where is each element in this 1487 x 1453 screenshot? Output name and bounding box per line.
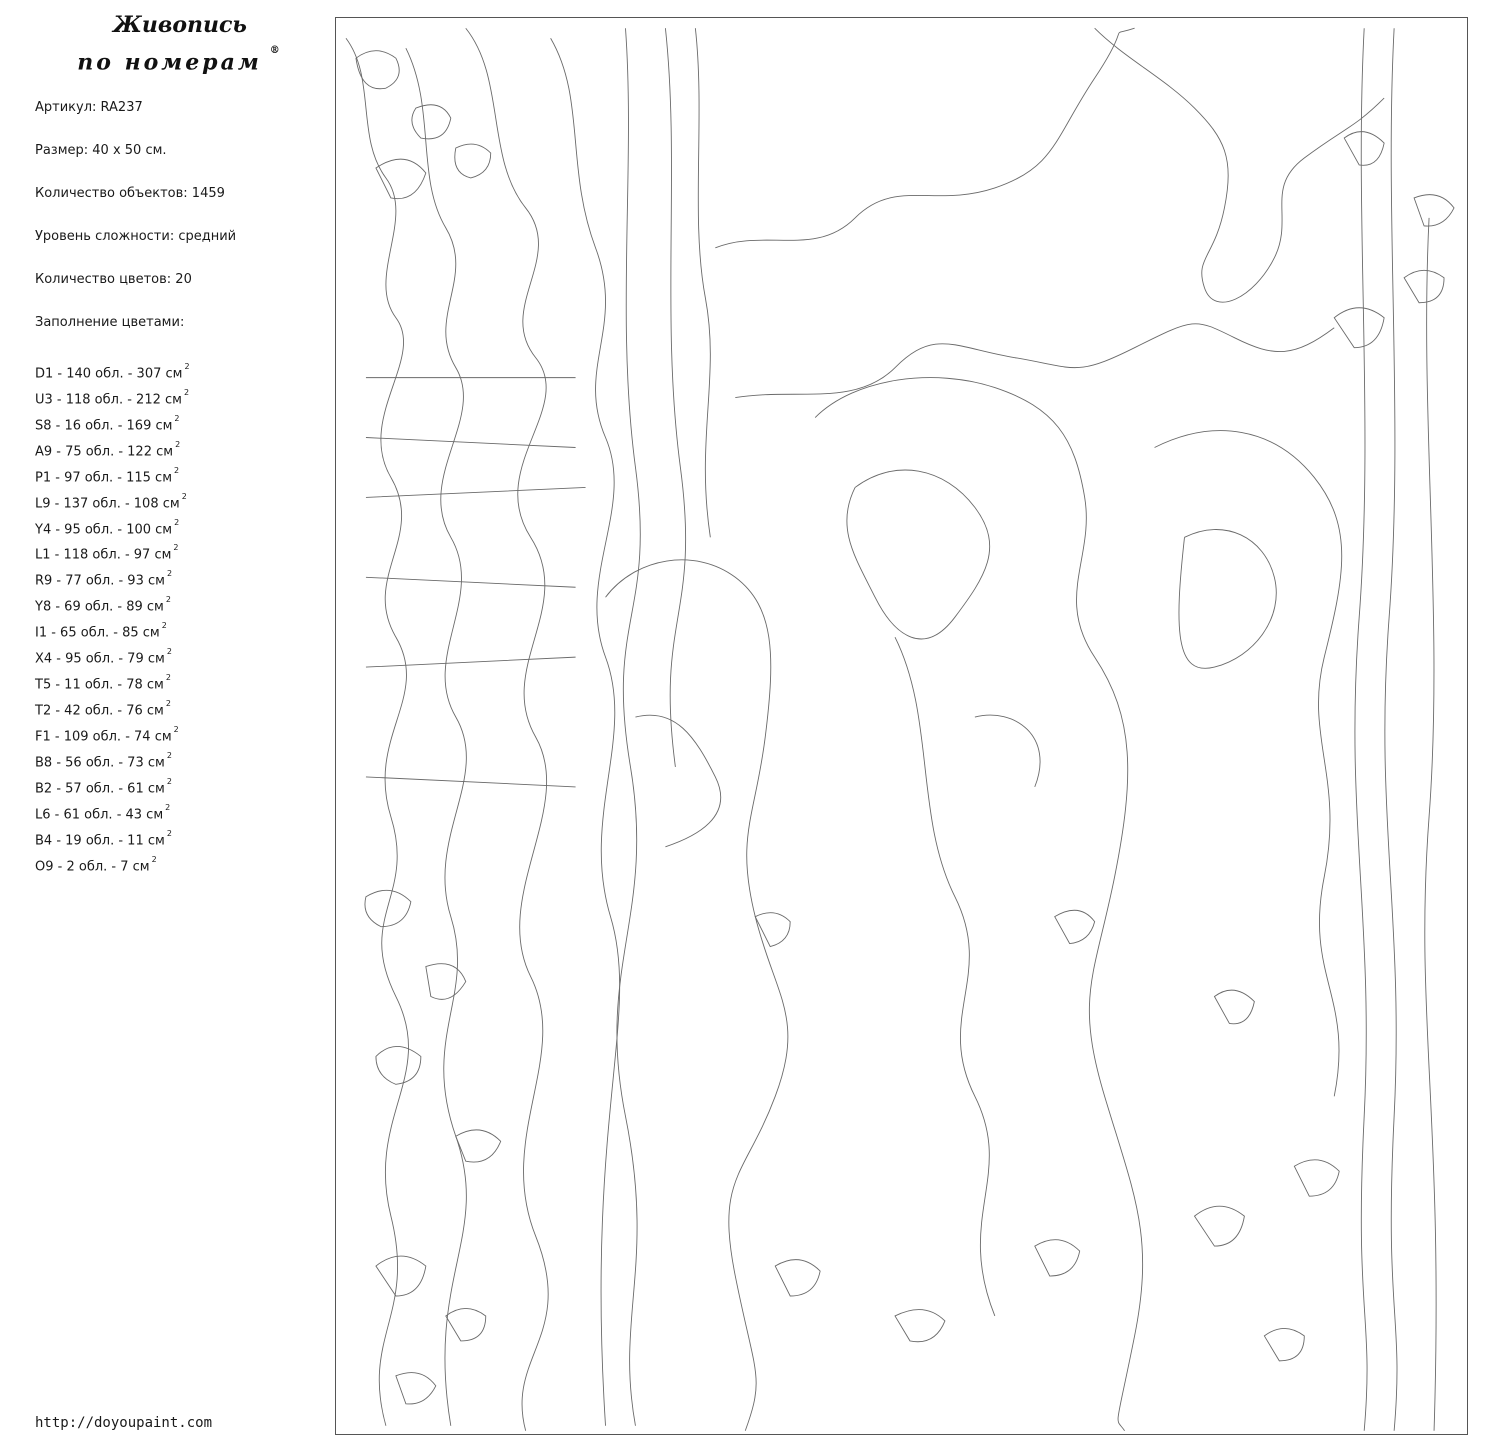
paint-by-numbers-canvas — [335, 17, 1468, 1435]
color-row-text: D1 - 140 обл. - 307 см — [35, 366, 183, 382]
article-label: Артикул: RA237 — [35, 100, 143, 115]
color-row — [35, 411, 190, 437]
color-row-text: X4 - 95 обл. - 79 см — [35, 651, 165, 667]
outline-foliage-patches — [356, 51, 1454, 1404]
color-row-text: S8 - 16 обл. - 169 см — [35, 418, 173, 434]
color-row-unit-sup: 2 — [166, 750, 172, 760]
color-row — [35, 696, 190, 722]
brand-logo — [60, 8, 300, 79]
product-meta — [35, 100, 236, 358]
color-row-text: Y8 - 69 обл. - 89 см — [35, 599, 164, 615]
color-row-text: U3 - 118 обл. - 212 см — [35, 392, 182, 408]
color-row — [35, 670, 190, 696]
color-row — [35, 489, 190, 515]
color-row-unit-sup: 2 — [166, 828, 172, 838]
color-row-unit-sup: 2 — [181, 491, 187, 501]
color-row-unit-sup: 2 — [151, 854, 157, 864]
color-row — [35, 385, 190, 411]
color-row-text: B8 - 56 обл. - 73 см — [35, 755, 165, 771]
color-row — [35, 540, 190, 566]
color-fill-list — [35, 359, 190, 877]
color-row-unit-sup: 2 — [161, 621, 167, 631]
color-row-text: B2 - 57 обл. - 61 см — [35, 781, 165, 797]
color-row — [35, 592, 190, 618]
info-sidebar — [0, 0, 330, 1453]
fill-heading: Заполнение цветами: — [35, 315, 185, 330]
registered-mark: ® — [269, 45, 283, 56]
color-row-text: Y4 - 95 обл. - 100 см — [35, 521, 173, 537]
color-row — [35, 826, 190, 852]
color-row-text: A9 - 75 обл. - 122 см — [35, 444, 174, 460]
color-row-unit-sup: 2 — [165, 802, 171, 812]
color-row-text: L9 - 137 обл. - 108 см — [35, 495, 180, 511]
website-url: http://doyoupaint.com — [35, 1415, 213, 1431]
color-row-text: F1 - 109 обл. - 74 см — [35, 729, 172, 745]
color-row-unit-sup: 2 — [174, 465, 180, 475]
brand-line-1: Живопись — [113, 12, 247, 38]
color-row-unit-sup: 2 — [184, 362, 190, 371]
colors-count-label: Количество цветов: 20 — [35, 272, 192, 287]
color-row-unit-sup: 2 — [174, 517, 180, 527]
color-row-text: P1 - 97 обл. - 115 см — [35, 470, 173, 486]
outline-tree-trunk — [617, 28, 710, 1426]
color-row — [35, 852, 190, 878]
objects-count-label: Количество объектов: 1459 — [35, 186, 225, 201]
color-row-unit-sup: 2 — [173, 543, 179, 553]
color-row — [35, 566, 190, 592]
color-row-text: T5 - 11 обл. - 78 см — [35, 677, 164, 693]
color-row — [35, 800, 190, 826]
color-row — [35, 359, 190, 385]
outline-sky-and-dove — [715, 28, 1384, 397]
color-row-unit-sup: 2 — [175, 439, 181, 449]
color-row-unit-sup: 2 — [166, 647, 172, 657]
color-row-unit-sup: 2 — [183, 387, 190, 397]
color-row — [35, 618, 190, 644]
color-row-unit-sup: 2 — [166, 569, 173, 579]
color-row — [35, 463, 190, 489]
color-row-text: L1 - 118 обл. - 97 см — [35, 547, 172, 563]
difficulty-label: Уровень сложности: средний — [35, 229, 237, 244]
color-row-unit-sup: 2 — [174, 413, 180, 423]
brand-line-2 — [60, 42, 300, 79]
brand-line-2-text: по номерам — [77, 49, 262, 76]
color-row-text: T2 - 42 обл. - 76 см — [35, 703, 164, 719]
color-row — [35, 515, 190, 541]
color-row-text: L6 - 61 обл. - 43 см — [35, 807, 164, 822]
outline-figures — [606, 378, 1342, 1431]
color-row — [35, 722, 190, 748]
outline-right-columns — [1355, 28, 1436, 1431]
color-row — [35, 748, 190, 774]
color-row-text: I1 - 65 обл. - 85 см — [35, 625, 160, 641]
outline-drawing — [336, 18, 1467, 1434]
color-row-unit-sup: 2 — [165, 673, 171, 683]
color-row — [35, 774, 190, 800]
color-row-unit-sup: 2 — [165, 698, 171, 708]
size-label: Размер: 40 х 50 см. — [35, 143, 167, 158]
outline-left-pillar — [346, 28, 620, 1431]
color-row-unit-sup: 2 — [173, 724, 179, 734]
color-row — [35, 644, 190, 670]
color-row — [35, 437, 190, 463]
color-row-text: B4 - 19 обл. - 11 см — [35, 832, 165, 848]
color-row-text: O9 - 2 обл. - 7 см — [35, 858, 150, 874]
color-row-unit-sup: 2 — [166, 776, 172, 786]
color-row-text: R9 - 77 обл. - 93 см — [35, 573, 165, 589]
color-row-unit-sup: 2 — [165, 595, 171, 605]
